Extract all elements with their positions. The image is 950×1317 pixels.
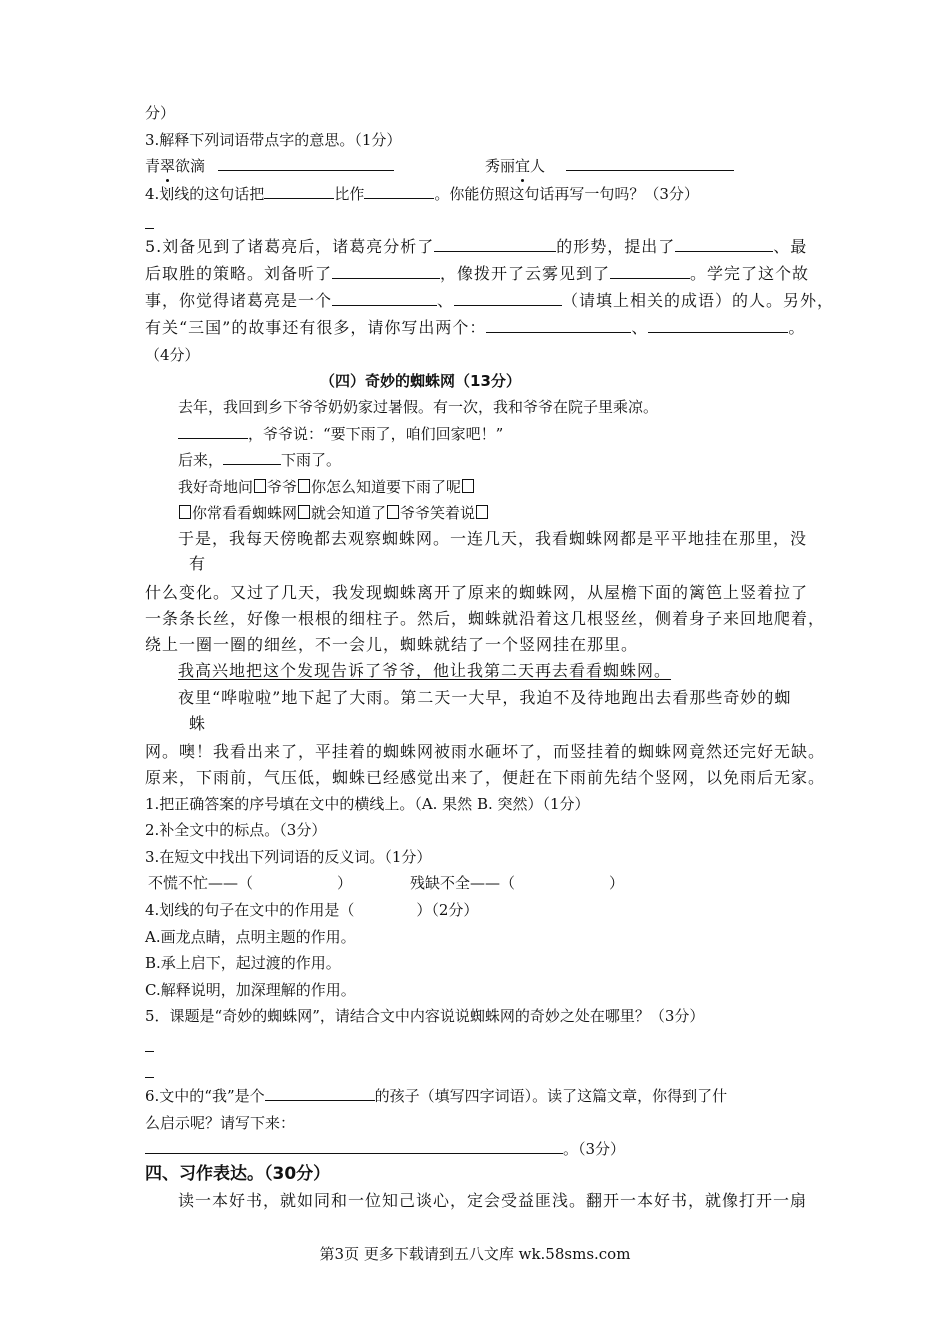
text: ）	[337, 874, 353, 892]
text: 。	[788, 318, 806, 337]
text: 你怎么知道要下雨了呢	[311, 478, 462, 496]
answer-blank[interactable]	[218, 155, 394, 171]
question-3-words-2	[485, 155, 734, 177]
text: ）（2分）	[416, 901, 479, 919]
answer-line-short[interactable]	[145, 213, 154, 235]
text: 爷爷	[267, 478, 298, 496]
score-note: （4分）	[145, 346, 200, 364]
answer-blank[interactable]	[178, 423, 248, 439]
text: 后取胜的策略。刘备听了	[145, 264, 333, 283]
punctuation-box[interactable]	[298, 479, 310, 493]
answer-line-short[interactable]	[145, 1036, 154, 1058]
answer-blank[interactable]	[454, 290, 562, 306]
punctuation-box[interactable]	[462, 479, 474, 493]
text: 你常看看蜘蛛网	[192, 504, 298, 522]
passage-line: 网。噢！我看出来了，平挂着的蜘蛛网被雨水砸坏了，而竖挂着的蜘蛛网竟然还完好无缺。	[145, 742, 826, 761]
dotted-char: 翠	[160, 157, 176, 175]
writing-prompt: 读一本好书，就如同和一位知己谈心，定会受益匪浅。翻开一本好书，就像打开一扇	[178, 1191, 808, 1210]
answer-blank[interactable]	[486, 317, 631, 333]
answer-blank[interactable]	[364, 183, 434, 199]
passage-line: 夜里“哗啦啦”地下起了大雨。第二天一大早，我迫不及待地跑出去看那些奇妙的蜘	[178, 688, 792, 707]
passage-line	[178, 449, 341, 471]
answer-blank[interactable]	[332, 290, 437, 306]
answer-blank[interactable]	[648, 317, 788, 333]
passage-line: 有	[189, 554, 207, 573]
text: 、	[631, 318, 649, 337]
text: 我好奇地问	[178, 478, 254, 496]
passage-line	[178, 502, 489, 524]
text: 。你能仿照这句话再写一句吗？（3分）	[434, 185, 699, 203]
antonym-item	[410, 872, 624, 894]
section-title: （四）奇妙的蜘蛛网（13分）	[320, 372, 521, 390]
word-part: 欲滴	[175, 157, 206, 175]
text: 的孩子（填写四字词语）。读了这篇文章，你得到了什	[374, 1087, 728, 1105]
punctuation-box[interactable]	[254, 479, 266, 493]
passage-line: 一条条长丝，好像一根根的细柱子。然后，蜘蛛就沿着这几根竖丝，侧着身子来回地爬着，	[145, 609, 826, 628]
underlined-sentence: 我高兴地把这个发现告诉了爷爷，他让我第二天再去看看蜘蛛网。	[178, 661, 672, 680]
answer-blank[interactable]	[265, 1085, 375, 1101]
punctuation-box[interactable]	[387, 505, 399, 519]
option-a[interactable]: A.画龙点睛，点明主题的作用。	[145, 928, 356, 946]
text: 4.划线的这句话把	[145, 185, 265, 203]
page-footer: 第3页 更多下载请到五八文库 wk.58sms.com	[319, 1245, 631, 1263]
antonym-item	[148, 872, 352, 894]
answer-blank[interactable]	[675, 236, 773, 252]
question-5-line1	[145, 236, 807, 258]
text: ，爷爷说：“要下雨了，咱们回家吧！”	[248, 425, 504, 443]
text: 下雨了。	[281, 451, 342, 469]
text: 的形势，提出了	[556, 237, 676, 256]
text: 5.刘备见到了诸葛亮后，诸葛亮分析了	[145, 237, 435, 256]
section-heading: 四、习作表达。（30分）	[145, 1164, 331, 1184]
text: 不慌不忙——（	[148, 874, 254, 892]
answer-blank[interactable]	[332, 263, 440, 279]
answer-blank[interactable]	[566, 155, 734, 171]
question-5-line3	[145, 290, 834, 312]
punctuation-box[interactable]	[298, 505, 310, 519]
question-6-cont: 么启示呢？请写下来：	[145, 1114, 296, 1132]
question-6-answer	[145, 1138, 625, 1160]
question-3-words	[145, 155, 394, 177]
passage-line: 蛛	[189, 714, 207, 733]
text: 、	[437, 291, 455, 310]
text: ，像拨开了云雾见到了	[440, 264, 611, 283]
question-5-line4	[145, 317, 805, 339]
text-line: 分）	[145, 104, 176, 122]
passage-line	[178, 423, 503, 445]
answer-blank[interactable]	[264, 183, 334, 199]
text: 4.划线的句子在文中的作用是（	[145, 901, 355, 919]
passage-line: 原来，下雨前，气压低，蜘蛛已经感觉出来了，便赶在下雨前先结个竖网，以免雨后无家。	[145, 768, 826, 787]
option-c[interactable]: C.解释说明，加深理解的作用。	[145, 981, 356, 999]
text: （请填上相关的成语）的人。另外，	[562, 291, 835, 310]
passage-line: 绕上一圈一圈的细丝，不一会儿，蜘蛛就结了一个竖网挂在那里。	[145, 635, 639, 654]
question-5-line2	[145, 263, 809, 285]
answer-blank[interactable]	[223, 449, 281, 465]
question-4	[145, 899, 478, 921]
answer-blank[interactable]	[145, 1138, 563, 1154]
question-5: 5．课题是“奇妙的蜘蛛网”，请结合文中内容说说蜘蛛网的奇妙之处在哪里？（3分）	[145, 1007, 705, 1025]
text: 有关“三国”的故事还有很多，请你写出两个：	[145, 318, 487, 337]
answer-line-short[interactable]	[145, 1062, 154, 1084]
word-part: 青	[145, 157, 161, 175]
text: 。学完了这个故	[690, 264, 810, 283]
dotted-char: 宜	[515, 157, 531, 175]
passage-line	[178, 476, 475, 498]
word-part: 人	[530, 157, 546, 175]
punctuation-box[interactable]	[476, 505, 488, 519]
word-part: 秀丽	[485, 157, 516, 175]
text: 就会知道了	[311, 504, 387, 522]
text: ）	[609, 874, 625, 892]
text: 比作	[334, 185, 365, 203]
option-b[interactable]: B.承上启下，起过渡的作用。	[145, 954, 341, 972]
punctuation-box[interactable]	[179, 505, 191, 519]
question-3: 3.解释下列词语带点字的意思。（1分）	[145, 131, 402, 149]
question-1: 1.把正确答案的序号填在文中的横线上。（A. 果然 B. 突然）（1分）	[145, 795, 590, 813]
text: 。（3分）	[563, 1140, 626, 1158]
question-6	[145, 1085, 727, 1107]
passage-line: 于是，我每天傍晚都去观察蜘蛛网。一连几天，我看蜘蛛网都是平平地挂在那里，没	[178, 529, 808, 548]
question-2: 2.补全文中的标点。（3分）	[145, 821, 327, 839]
text: 事，你觉得诸葛亮是一个	[145, 291, 333, 310]
question-4	[145, 183, 699, 205]
text: 、最	[773, 237, 808, 256]
passage-line: 什么变化。又过了几天，我发现蜘蛛离开了原来的蜘蛛网，从屋檐下面的篱笆上竖着拉了	[145, 583, 809, 602]
text: 6.文中的“我”是个	[145, 1087, 265, 1105]
answer-blank[interactable]	[434, 236, 556, 252]
question-3: 3.在短文中找出下列词语的反义词。（1分）	[145, 848, 432, 866]
text: 爷爷笑着说	[400, 504, 476, 522]
text: 残缺不全——（	[410, 874, 516, 892]
text: 后来，	[178, 451, 224, 469]
answer-blank[interactable]	[610, 263, 690, 279]
passage-line: 去年，我回到乡下爷爷奶奶家过暑假。有一次，我和爷爷在院子里乘凉。	[178, 398, 659, 416]
